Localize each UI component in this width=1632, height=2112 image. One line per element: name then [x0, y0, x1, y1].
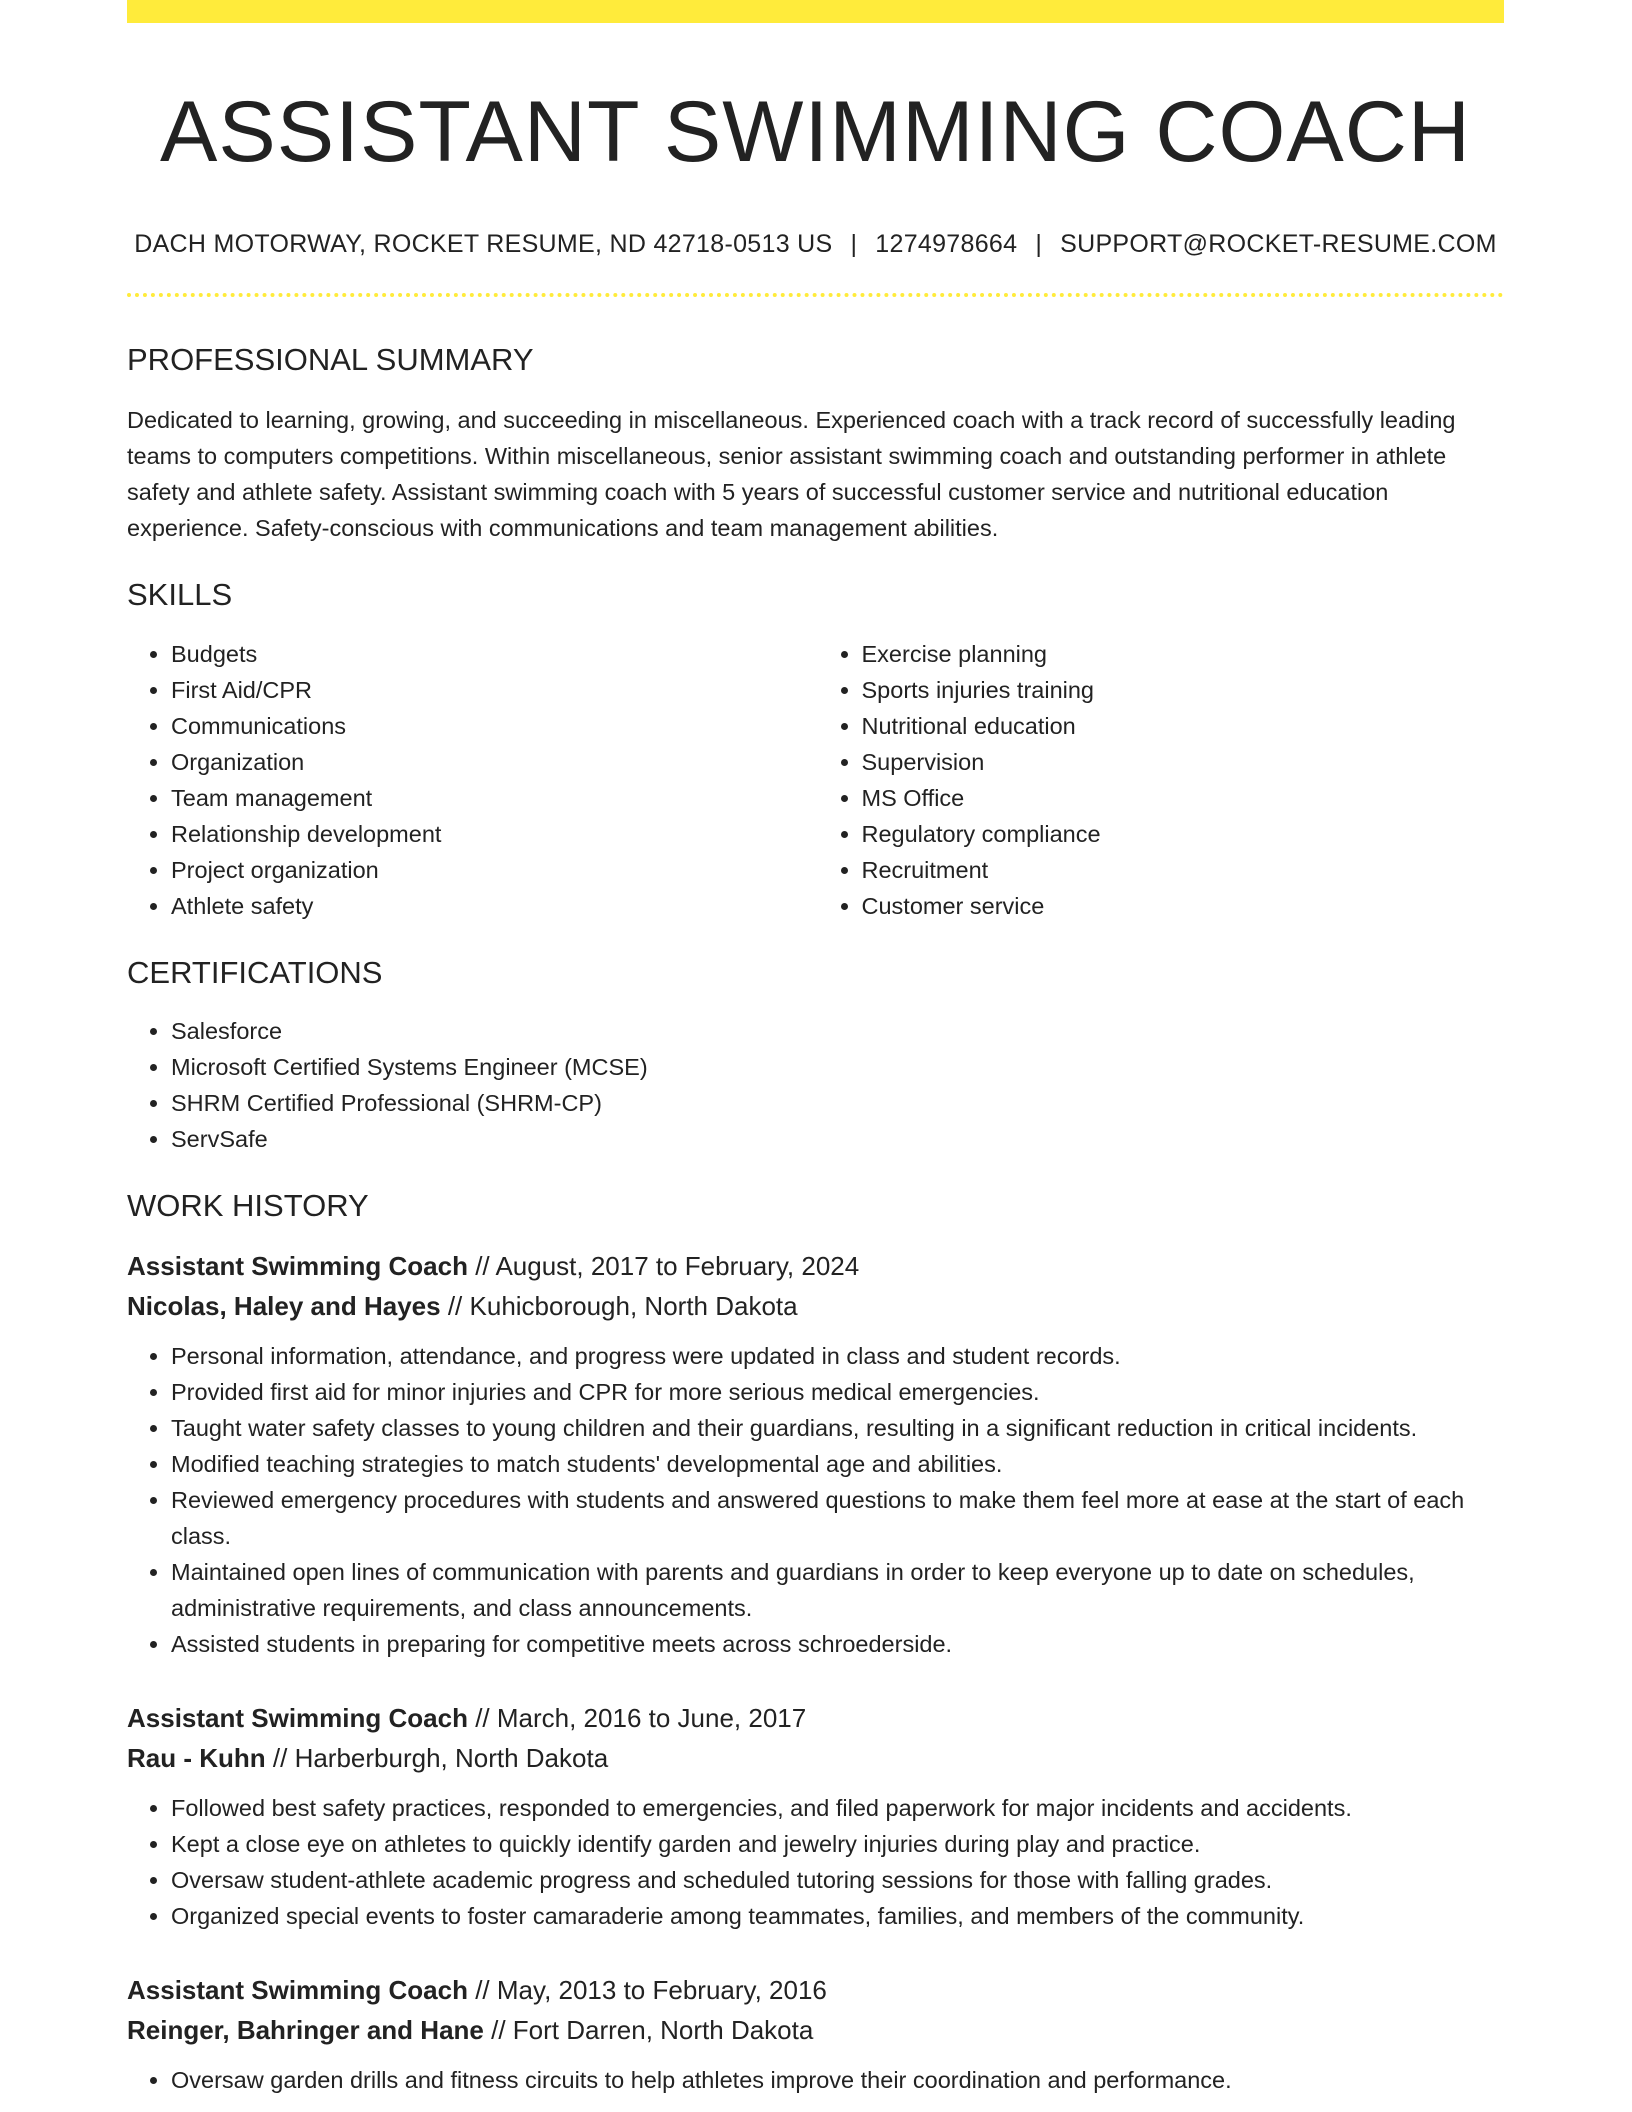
job-bullet: • Assisted students in preparing for competitive meets across schroederside. [171, 1626, 1504, 1662]
job-bullet: • Followed best safety practices, responded to emergencies, and filed paperwork for major incidents and accidents. [171, 1790, 1504, 1826]
job-location: Kuhicborough, North Dakota [469, 1290, 798, 1321]
skills-column-right [816, 636, 1505, 924]
job-divider: // [467, 1974, 497, 2005]
job-bullet: • Maintained open lines of communication with parents and guardians in order to keep everyone up to date on schedules, administrative requirements, and class announcements. [171, 1554, 1504, 1626]
job-company: Reinger, Bahringer and Hane [127, 2014, 484, 2045]
job-company: Rau - Kuhn [127, 1742, 266, 1773]
job-bullet: • Oversaw student-athlete academic progress and scheduled tutoring sessions for those with falling grades. [171, 1862, 1504, 1898]
skill-item: • Sports injuries training [862, 672, 1505, 708]
contact-line [127, 230, 1504, 259]
job-bullet: • Provided first aid for minor injuries and CPR for more serious medical emergencies. [171, 1374, 1504, 1410]
job-dates: August, 2017 to February, 2024 [495, 1250, 860, 1281]
skills-column-left [127, 636, 816, 924]
job-divider: // [467, 1702, 497, 1733]
skill-item: • Organization [171, 744, 816, 780]
job-company-line [127, 1286, 1504, 1326]
accent-bar [127, 0, 1504, 23]
phone: 1274978664 [875, 230, 1018, 259]
certifications-heading: CERTIFICATIONS [127, 954, 383, 990]
certification-item: • ServSafe [171, 1121, 1504, 1157]
skill-item: • Athlete safety [171, 888, 816, 924]
job-entry [127, 1246, 1504, 1662]
certifications-list [127, 1013, 1504, 1157]
job-company: Nicolas, Haley and Hayes [127, 1290, 441, 1321]
certification-item: • SHRM Certified Professional (SHRM-CP) [171, 1085, 1504, 1121]
skill-item: • Budgets [171, 636, 816, 672]
skill-item: • Project organization [171, 852, 816, 888]
skills-heading: SKILLS [127, 577, 233, 613]
skill-item: • First Aid/CPR [171, 672, 816, 708]
job-bullet: • Oversaw garden drills and fitness circuits to help athletes improve their coordination and performance. [171, 2062, 1504, 2098]
work-history-heading: WORK HISTORY [127, 1187, 369, 1223]
address: DACH MOTORWAY, ROCKET RESUME, ND 42718-0513 US [134, 230, 833, 259]
job-bullet: • Organized special events to foster camaraderie among teammates, families, and members of the community. [171, 1898, 1504, 1934]
job-company-line [127, 2010, 1504, 2050]
skill-item: • Regulatory compliance [862, 816, 1505, 852]
job-company-line [127, 1738, 1504, 1778]
job-bullet: • Kept a close eye on athletes to quickly identify garden and jewelry injuries during play and practice. [171, 1826, 1504, 1862]
job-bullet: • Taught water safety classes to young children and their guardians, resulting in a significant reduction in critical incidents. [171, 1410, 1504, 1446]
summary-heading: PROFESSIONAL SUMMARY [127, 342, 534, 378]
job-bullets [127, 1338, 1504, 1662]
job-bullets [127, 2062, 1504, 2098]
skills-list [127, 636, 1504, 924]
job-entry [127, 1970, 1504, 2098]
email: SUPPORT@ROCKET-RESUME.COM [1060, 230, 1497, 259]
job-dates: May, 2013 to February, 2016 [496, 1974, 827, 2005]
job-entry [127, 1698, 1504, 1934]
skill-item: • Customer service [862, 888, 1505, 924]
job-bullet: • Reviewed emergency procedures with students and answered questions to make them feel more at ease at the start of each class. [171, 1482, 1504, 1554]
resume-page [127, 0, 1504, 2098]
resume-title: ASSISTANT SWIMMING COACH [160, 84, 1471, 180]
job-bullet: • Modified teaching strategies to match students' developmental age and abilities. [171, 1446, 1504, 1482]
job-title-line [127, 1970, 1504, 2010]
job-bullets [127, 1790, 1504, 1934]
skill-item: • Communications [171, 708, 816, 744]
job-title-line [127, 1246, 1504, 1286]
skill-item: • Recruitment [862, 852, 1505, 888]
job-title: Assistant Swimming Coach [127, 1250, 468, 1281]
skill-item: • Nutritional education [862, 708, 1505, 744]
job-divider: // [467, 1250, 496, 1281]
header-divider [127, 293, 1504, 297]
job-location: Harberburgh, North Dakota [294, 1742, 609, 1773]
skill-item: • Team management [171, 780, 816, 816]
skill-item: • Supervision [862, 744, 1505, 780]
job-title: Assistant Swimming Coach [127, 1974, 468, 2005]
skill-item: • Exercise planning [862, 636, 1505, 672]
contact-separator: | [1035, 230, 1043, 259]
job-title-line [127, 1698, 1504, 1738]
job-divider: // [440, 1290, 470, 1321]
summary-text: Dedicated to learning, growing, and succeeding in miscellaneous. Experienced coach with a track record of successfully leading teams to computers competitions. Within miscellaneous, senior assistant swimming coach and outstanding performer in athlete safety and athlete safety. Assistant swimming coach with 5 years of successful customer service and nutritional education experience. Safety-conscious with communications and team management abilities. [127, 407, 1456, 542]
job-title: Assistant Swimming Coach [127, 1702, 468, 1733]
job-divider: // [265, 1742, 295, 1773]
contact-separator: | [850, 230, 858, 259]
job-location: Fort Darren, North Dakota [512, 2014, 814, 2045]
job-bullet: • Personal information, attendance, and progress were updated in class and student records. [171, 1338, 1504, 1374]
job-dates: March, 2016 to June, 2017 [496, 1702, 807, 1733]
job-divider: // [483, 2014, 513, 2045]
certification-item: • Microsoft Certified Systems Engineer (MCSE) [171, 1049, 1504, 1085]
certification-item: • Salesforce [171, 1013, 1504, 1049]
skill-item: • Relationship development [171, 816, 816, 852]
skill-item: • MS Office [862, 780, 1505, 816]
